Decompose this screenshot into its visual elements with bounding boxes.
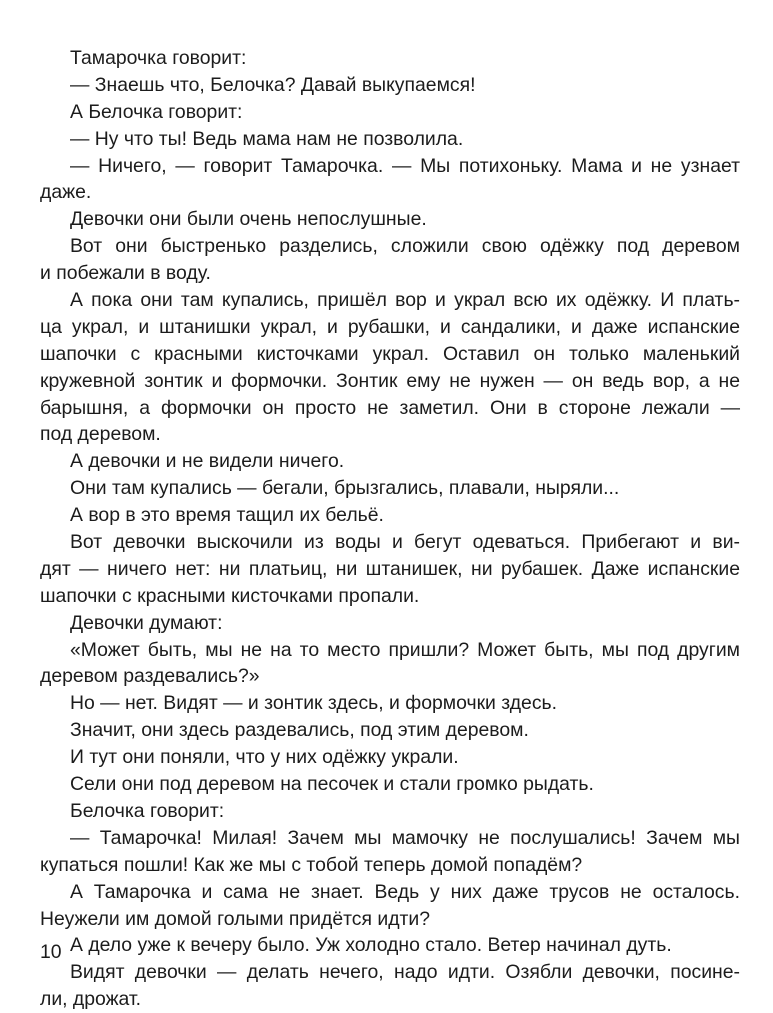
text-line: Девочки думают:: [70, 611, 223, 634]
text-line: А вор в это время тащил их бельё.: [70, 504, 384, 527]
text-line: А пока они там купались, пришёл вор и украл всю их одёжку. И плать-: [70, 289, 740, 312]
text-line: А дело уже к вечеру было. Уж холодно стало. Ветер начинал дуть.: [70, 934, 672, 957]
text-line: И тут они поняли, что у них одёжку украли.: [70, 746, 459, 769]
text-line: шапочки с красными кисточками украл. Оставил он только маленький: [40, 342, 740, 365]
text-line: Вот девочки выскочили из воды и бегут одеваться. Прибегают и ви-: [70, 531, 740, 554]
page-number: 10: [40, 941, 62, 963]
text-line: Девочки они были очень непослушные.: [70, 208, 427, 231]
text-line: шапочки с красными кисточками пропали.: [40, 584, 420, 607]
text-line: Вот они быстренько разделись, сложили свою одёжку под деревом: [70, 235, 740, 258]
text-line: Неужели им домой голыми придётся идти?: [40, 907, 431, 930]
text-line: — Знаешь что, Белочка? Давай выкупаемся!: [70, 73, 476, 96]
text-line: — Ничего, — говорит Тамарочка. — Мы потихоньку. Мама и не узнает: [70, 154, 740, 177]
text-line: Значит, они здесь раздевались, под этим деревом.: [70, 719, 529, 742]
text-line: и побежали в воду.: [40, 262, 211, 285]
text-line: Видят девочки — делать нечего, надо идти. Озябли девочки, посине-: [70, 961, 740, 984]
text-line: Но — нет. Видят — и зонтик здесь, и формочки здесь.: [70, 692, 558, 715]
text-line: Они там купались — бегали, брызгались, плавали, ныряли...: [70, 477, 620, 500]
text-line: ли, дрожат.: [40, 988, 142, 1011]
text-line: А девочки и не видели ничего.: [70, 450, 345, 473]
text-line: барышня, а формочки он просто не заметил. Они в стороне лежали —: [40, 396, 740, 419]
text-line: ца украл, и штанишки украл, и рубашки, и сандалики, и даже испанские: [40, 315, 740, 338]
text-line: даже.: [40, 181, 92, 204]
text-line: А Белочка говорит:: [70, 100, 243, 123]
text-line: купаться пошли! Как же мы с тобой теперь домой попадём?: [40, 853, 583, 876]
text-line: — Тамарочка! Милая! Зачем мы мамочку не послушались! Зачем мы: [70, 826, 740, 849]
story-text: [40, 45, 740, 1013]
text-line: Сели они под деревом на песочек и стали громко рыдать.: [70, 773, 594, 796]
text-line: — Ну что ты! Ведь мама нам не позволила.: [70, 127, 464, 150]
text-line: «Может быть, мы не на то место пришли? Может быть, мы под другим: [70, 638, 740, 661]
text-line: дят — ничего нет: ни платьиц, ни штанишек, ни рубашек. Даже испанские: [40, 557, 740, 580]
text-line: под деревом.: [40, 423, 161, 446]
text-line: Белочка говорит:: [70, 799, 225, 822]
text-line: деревом раздевались?»: [40, 665, 260, 688]
text-line: Тамарочка говорит:: [70, 47, 247, 69]
text-line: кружевной зонтик и формочки. Зонтик ему не нужен — он ведь вор, а не: [40, 369, 740, 392]
text-line: А Тамарочка и сама не знает. Ведь у них даже трусов не осталось.: [70, 880, 740, 903]
